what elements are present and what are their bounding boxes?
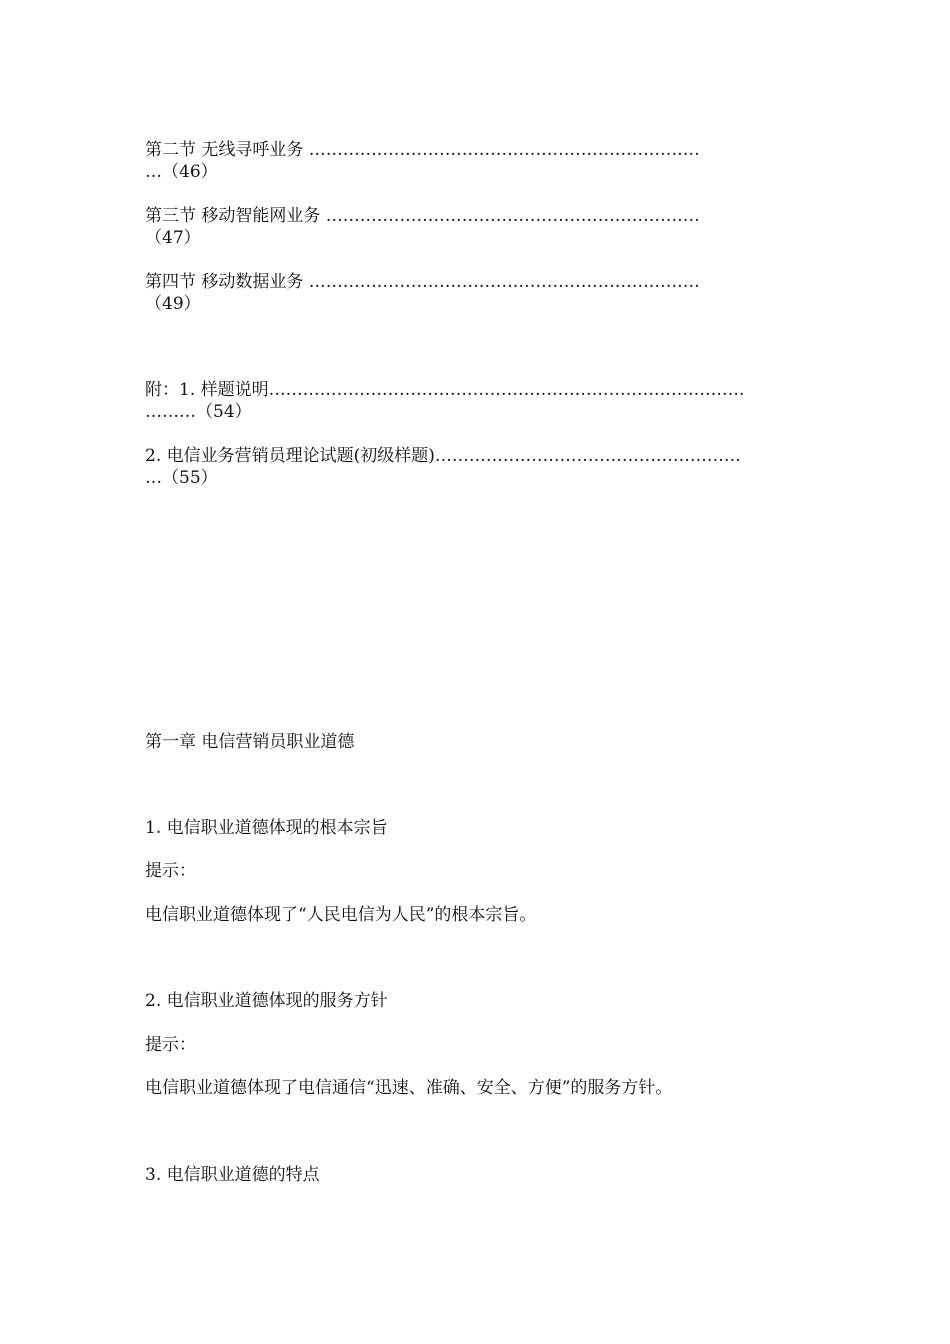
question-1-hint-label: 提示： bbox=[145, 861, 196, 881]
toc-entry-appendix-2: 2. 电信业务营销员理论试题(初级样题)……………………………………………… bbox=[145, 446, 741, 466]
question-1-title: 1. 电信职业道德体现的根本宗旨 bbox=[145, 818, 388, 838]
toc-entry-section-4-page: （49） bbox=[145, 294, 201, 314]
toc-entry-appendix-2-page: …（55） bbox=[145, 468, 218, 488]
question-2-answer: 电信职业道德体现了电信通信“迅速、准确、安全、方便”的服务方针。 bbox=[145, 1078, 673, 1098]
toc-entry-section-2: 第二节 无线寻呼业务 …………………………………………………………… bbox=[145, 140, 700, 160]
chapter-title: 第一章 电信营销员职业道德 bbox=[145, 732, 355, 752]
toc-entry-section-3-page: （47） bbox=[145, 228, 201, 248]
toc-entry-section-3: 第三节 移动智能网业务 ………………………………………………………… bbox=[145, 206, 700, 226]
question-2-title: 2. 电信职业道德体现的服务方针 bbox=[145, 991, 388, 1011]
question-1-answer: 电信职业道德体现了“人民电信为人民”的根本宗旨。 bbox=[145, 905, 537, 925]
toc-entry-section-2-page: …（46） bbox=[145, 162, 218, 182]
question-2-hint-label: 提示： bbox=[145, 1035, 196, 1055]
question-3-title: 3. 电信职业道德的特点 bbox=[145, 1165, 320, 1185]
toc-entry-appendix-1-page: ………（54） bbox=[145, 402, 252, 422]
toc-entry-section-4: 第四节 移动数据业务 …………………………………………………………… bbox=[145, 272, 700, 292]
toc-entry-appendix-1: 附：1. 样题说明………………………………………………………………………… bbox=[145, 380, 745, 400]
